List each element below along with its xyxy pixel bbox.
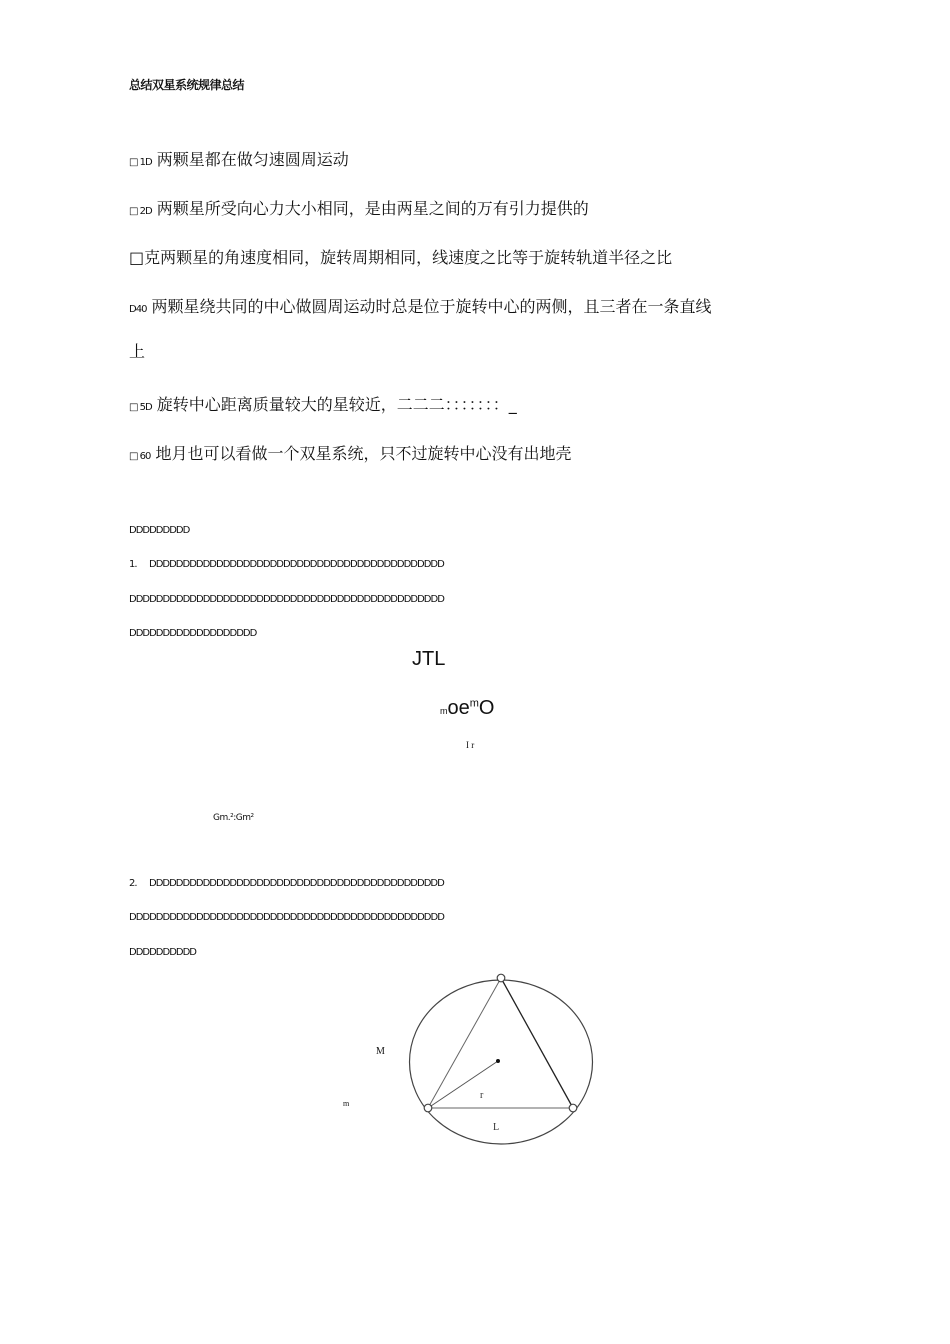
item-2-line-1 — [129, 877, 444, 891]
rule-2 — [129, 199, 589, 222]
rule-3 — [129, 248, 672, 268]
item-1-line-2: DDDDDDDDDDDDDDDDDDDDDDDDDDDDDDDDDDDDDDDDDDDDDDD — [129, 594, 444, 605]
formula-1: JTL — [412, 648, 446, 670]
rule-1-prefix: □ 1D — [129, 157, 152, 168]
rule-6-prefix: □ 60 — [129, 451, 151, 462]
triangle-side-left — [428, 978, 501, 1108]
orbit-center-dot — [496, 1059, 500, 1063]
rule-1-text: 两颗星都在做匀速圆周运动 — [156, 150, 349, 169]
orbit-circle — [410, 980, 593, 1144]
formula-2-main: oe — [447, 697, 470, 719]
rule-4 — [129, 297, 712, 320]
triangle-side-right — [501, 978, 573, 1108]
item-2-number: 2. — [129, 878, 137, 889]
item-2-line-1-text: DDDDDDDDDDDDDDDDDDDDDDDDDDDDDDDDDDDDDDDDDDDD — [149, 878, 444, 889]
rule-4-continuation-text: 上 — [129, 342, 146, 361]
rule-5 — [129, 395, 517, 418]
rule-1 — [129, 150, 349, 173]
formula-4: Gm.²:Gm² — [213, 813, 254, 823]
mass-M-label: M — [376, 1046, 385, 1057]
page-title: 总结双星系统规律总结 — [129, 78, 245, 92]
rule-3-text: 克两颗星的角速度相同，旋转周期相同，线速度之比等于旋转轨道半径之比 — [144, 248, 673, 267]
item-1-line-3: DDDDDDDDDDDDDDDDDDD — [129, 628, 257, 639]
star-bottom-right — [569, 1104, 577, 1112]
rule-5-prefix: □ 5D — [129, 402, 152, 413]
rule-2-prefix: □ 2D — [129, 206, 152, 217]
formula-2-tail: O — [478, 697, 495, 719]
item-1-number: 1. — [129, 559, 137, 570]
rule-4-text: 两颗星绕共同的中心做圆周运动时总是位于旋转中心的两侧，且三者在一条直线 — [151, 297, 712, 316]
side-length-label: L — [493, 1122, 500, 1133]
item-2-line-2: DDDDDDDDDDDDDDDDDDDDDDDDDDDDDDDDDDDDDDDDDDDDDDD — [129, 912, 444, 923]
rule-4-continuation — [129, 342, 145, 362]
formula-2-sub: m — [440, 706, 448, 716]
star-bottom-left — [424, 1104, 432, 1112]
rule-5-text: 旋转中心距离质量较大的星较近，二二二：：：：：：：_ — [156, 395, 517, 414]
rule-6-text: 地月也可以看做一个双星系统，只不过旋转中心没有出地壳 — [155, 444, 572, 463]
item-1-line-1-text: DDDDDDDDDDDDDDDDDDDDDDDDDDDDDDDDDDDDDDDDDDDD — [149, 559, 444, 570]
triple-star-diagram — [400, 970, 600, 1150]
mass-m-label: m — [343, 1099, 350, 1108]
formula-2 — [440, 697, 494, 720]
rule-2-text: 两颗星所受向心力大小相同，是由两星之间的万有引力提供的 — [156, 199, 589, 218]
section-heading: DDDDDDDDD — [129, 525, 190, 536]
star-top — [497, 974, 505, 982]
rule-3-prefix: □ — [129, 248, 145, 267]
item-2-line-3: DDDDDDDDDD — [129, 947, 197, 958]
formula-2-sup: m — [469, 697, 479, 710]
formula-3: I r — [466, 740, 475, 750]
item-1-line-1 — [129, 558, 444, 572]
radius-label: r — [480, 1090, 484, 1101]
radius-line — [428, 1061, 498, 1108]
rule-4-prefix: D40 — [129, 304, 147, 315]
rule-6 — [129, 444, 571, 467]
